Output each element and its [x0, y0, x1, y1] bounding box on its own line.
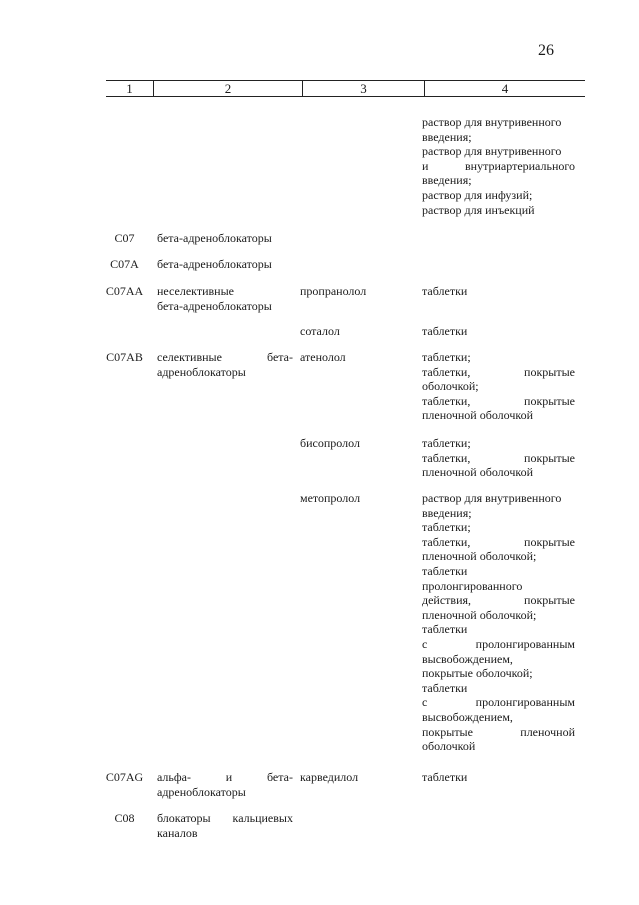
- dosage-form-line: пролонгированного: [422, 578, 523, 593]
- group-name-word: блокаторы: [157, 811, 211, 825]
- dosage-form-line: раствор для внутривенного: [422, 115, 562, 129]
- dosage-form-line: введения;: [422, 129, 472, 144]
- dosage-form-word: с: [422, 636, 428, 651]
- dosage-form-line: введения;: [422, 173, 472, 188]
- dosage-form-word: пленочной: [520, 724, 575, 739]
- dosage-form-word: пролонгированным: [475, 636, 575, 651]
- drug-name: [300, 350, 416, 365]
- atc-code: C07AA: [105, 284, 144, 298]
- dosage-form-line: таблетки: [422, 770, 468, 784]
- group-name: [157, 231, 293, 246]
- drug-name: [300, 324, 416, 339]
- dosage-form-line: таблетки;: [422, 350, 471, 364]
- group-name-line: [157, 350, 293, 365]
- dosage-forms: [422, 491, 575, 754]
- group-name-line: неселективные: [157, 284, 234, 298]
- dosage-form-word: с: [422, 695, 428, 710]
- group-name-word: бета-: [267, 350, 293, 364]
- drug-name: [300, 284, 416, 299]
- dosage-form-line: таблетки;: [422, 520, 471, 535]
- group-name-word: и: [225, 770, 233, 784]
- dosage-form-line: таблетки: [422, 680, 468, 695]
- dosage-form-line: раствор для внутривенного: [422, 144, 562, 159]
- dosage-form-word: покрытые: [524, 393, 575, 408]
- dosage-form-word: таблетки,: [422, 364, 471, 379]
- dosage-form-word: пролонгированным: [475, 695, 575, 710]
- dosage-form-line: таблетки: [422, 622, 468, 637]
- dosage-form-line: пленочной оболочкой: [422, 465, 534, 480]
- header-col-3: 3: [302, 81, 424, 96]
- dosage-forms: [422, 350, 575, 423]
- dosage-form-word: покрытые: [524, 450, 575, 465]
- group-name-line: каналов: [157, 825, 198, 840]
- group-name-word: альфа-: [157, 770, 191, 784]
- group-name: [157, 257, 293, 272]
- group-name-line: бета-адреноблокаторы: [157, 231, 272, 245]
- dosage-forms: [422, 324, 575, 339]
- group-name: [157, 770, 293, 799]
- dosage-form-line: раствор для инъекций: [422, 202, 535, 217]
- dosage-form-line: раствор для внутривенного: [422, 491, 562, 505]
- dosage-form-line: [422, 695, 575, 710]
- group-name-word: кальциевых: [232, 811, 293, 825]
- group-name-line: бета-адреноблокаторы: [157, 257, 272, 271]
- dosage-form-line: высвобождением,: [422, 709, 513, 724]
- dosage-form-line: [422, 535, 575, 550]
- drug-name-line: метопролол: [300, 491, 361, 505]
- atc-code: C07: [114, 231, 135, 245]
- atc-code: C07A: [110, 257, 139, 271]
- group-name: [157, 350, 293, 379]
- atc-code: C07AG: [105, 770, 144, 784]
- dosage-form-word: внутриартериального: [465, 158, 575, 173]
- group-name-line: бета-адреноблокаторы: [157, 298, 272, 313]
- dosage-form-word: покрытые: [524, 593, 575, 608]
- dosage-form-line: оболочкой;: [422, 379, 479, 394]
- dosage-form-line: введения;: [422, 505, 472, 520]
- dosage-form-line: [422, 593, 575, 608]
- drug-name-line: атенолол: [300, 350, 346, 364]
- dosage-form-line: [422, 159, 575, 174]
- dosage-form-word: действия,: [422, 593, 472, 608]
- header-col-4: 4: [424, 81, 585, 96]
- atc-code: C07AB: [106, 350, 143, 364]
- dosage-form-word: таблетки,: [422, 450, 471, 465]
- dosage-form-line: [422, 637, 575, 652]
- table-header: [106, 80, 585, 97]
- dosage-form-line: высвобождением,: [422, 651, 513, 666]
- dosage-form-line: [422, 725, 575, 740]
- dosage-forms: [422, 436, 575, 480]
- dosage-form-word: покрытые: [524, 534, 575, 549]
- dosage-form-line: пленочной оболочкой;: [422, 607, 537, 622]
- drug-name-line: карведилол: [300, 770, 359, 784]
- dosage-form-line: [422, 365, 575, 380]
- group-name-word: селективные: [157, 350, 222, 364]
- dosage-form-line: [422, 451, 575, 466]
- group-name: [157, 811, 293, 840]
- drug-name: [300, 491, 416, 506]
- dosage-form-line: таблетки;: [422, 436, 471, 450]
- page-number: 26: [538, 42, 554, 59]
- drug-name-line: соталол: [300, 324, 340, 338]
- dosage-form-line: пленочной оболочкой;: [422, 549, 537, 564]
- dosage-forms: [422, 284, 575, 299]
- dosage-form-word: таблетки,: [422, 534, 471, 549]
- drug-name: [300, 770, 416, 785]
- dosage-form-line: таблетки: [422, 284, 468, 298]
- group-name-word: бета-: [266, 770, 293, 784]
- header-col-2: 2: [153, 81, 302, 96]
- dosage-form-line: покрытые оболочкой;: [422, 666, 533, 681]
- group-name-line: адреноблокаторы: [157, 784, 246, 799]
- dosage-form-word: покрытые: [524, 364, 575, 379]
- drug-name-line: бисопролол: [300, 436, 360, 450]
- dosage-form-line: оболочкой: [422, 739, 476, 754]
- dosage-form-line: таблетки: [422, 324, 468, 338]
- dosage-form-word: покрытые: [422, 724, 473, 739]
- dosage-form-word: таблетки,: [422, 393, 471, 408]
- dosage-forms: [422, 770, 575, 785]
- drug-name-line: пропранолол: [300, 284, 367, 298]
- drug-name: [300, 436, 416, 451]
- dosage-forms: [422, 115, 575, 217]
- dosage-form-line: пленочной оболочкой: [422, 408, 534, 423]
- header-col-1: 1: [126, 81, 133, 96]
- dosage-form-line: раствор для инфузий;: [422, 187, 533, 202]
- group-name-line: [157, 811, 293, 826]
- group-name: [157, 284, 293, 313]
- group-name-line: [157, 770, 293, 785]
- dosage-form-line: [422, 394, 575, 409]
- atc-code: C08: [114, 811, 135, 825]
- dosage-form-word: и: [422, 158, 429, 173]
- dosage-form-line: таблетки: [422, 563, 468, 578]
- group-name-line: адреноблокаторы: [157, 364, 246, 379]
